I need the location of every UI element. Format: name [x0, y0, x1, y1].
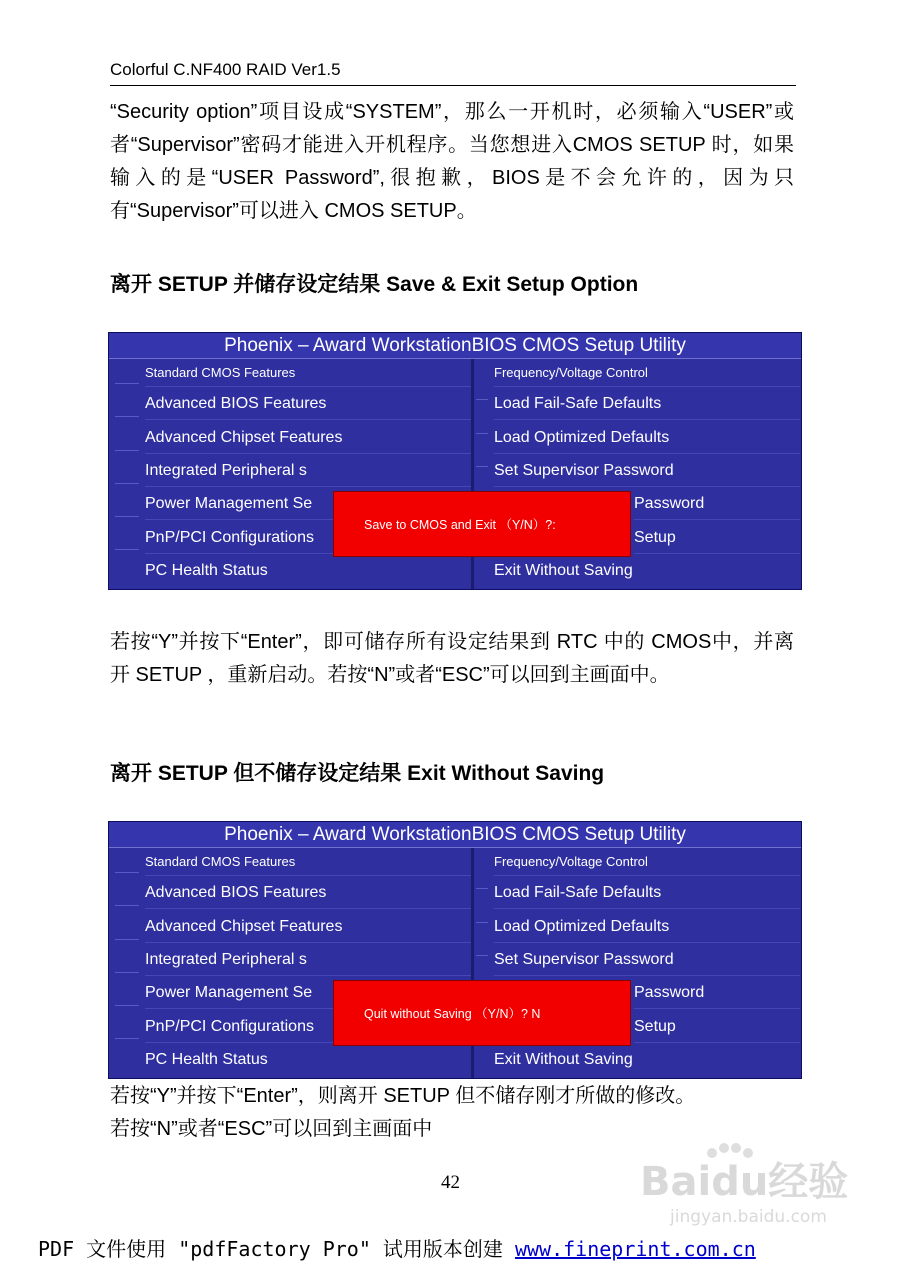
menu-item-frequency-voltage[interactable]: Frequency/Voltage Control — [494, 359, 800, 387]
page-number: 42 — [441, 1172, 460, 1193]
bios-title: Phoenix – Award WorkstationBIOS CMOS Setup Utility — [109, 333, 801, 359]
row-marker — [115, 1038, 139, 1039]
menu-item-load-optimized[interactable]: Load Optimized Defaults — [494, 421, 800, 454]
menu-item-advanced-bios[interactable]: Advanced BIOS Features — [145, 876, 471, 909]
watermark-logo: Baidu经验 — [640, 1159, 849, 1205]
document-header: Colorful C.NF400 RAID Ver1.5 — [110, 60, 341, 79]
menu-item-power-management[interactable]: Power Management Se — [145, 487, 471, 520]
bios-title: Phoenix – Award WorkstationBIOS CMOS Setup Utility — [109, 822, 801, 848]
watermark-url: jingyan.baidu.com — [670, 1207, 827, 1227]
menu-item-pnp-pci[interactable]: PnP/PCI Configurations — [145, 1010, 471, 1043]
bios-screen-save-exit — [108, 332, 802, 590]
menu-item-set-user-password[interactable]: Password — [634, 487, 800, 520]
menu-item-pc-health[interactable]: PC Health Status — [145, 1051, 268, 1068]
row-marker — [115, 972, 139, 973]
menu-item-advanced-chipset[interactable]: Advanced Chipset Features — [145, 910, 471, 943]
row-marker — [115, 939, 139, 940]
row-marker — [115, 383, 139, 384]
save-exit-paragraph: 若按“Y”并按下“Enter”，即可储存所有设定结果到 RTC 中的 CMOS中，并离开 SETUP ，重新启动。若按“N”或者“ESC”可以回到主画面中。 — [110, 631, 794, 686]
row-marker — [115, 516, 139, 517]
row-marker — [115, 416, 139, 417]
quit-without-saving-dialog[interactable]: Quit without Saving （Y/N）? N — [333, 980, 631, 1046]
save-exit-dialog[interactable]: Save to CMOS and Exit （Y/N）?: — [333, 491, 631, 557]
menu-item-standard-cmos[interactable]: Standard CMOS Features — [145, 848, 471, 876]
menu-item-pnp-pci[interactable]: PnP/PCI Configurations — [145, 521, 471, 554]
menu-item-set-user-password[interactable]: Password — [634, 976, 800, 1009]
row-marker — [476, 888, 488, 889]
row-marker — [476, 399, 488, 400]
row-marker — [476, 922, 488, 923]
row-marker — [115, 483, 139, 484]
footer-text: PDF 文件使用 "pdfFactory Pro" 试用版本创建 — [38, 1237, 515, 1261]
menu-item-set-supervisor-password[interactable]: Set Supervisor Password — [494, 454, 800, 487]
bios-screen-exit-without-saving — [108, 821, 802, 1079]
section-heading-exit-without-saving: 离开 SETUP 但不储存设定结果 Exit Without Saving — [110, 762, 605, 785]
menu-item-integrated-peripherals[interactable]: Integrated Peripheral s — [145, 454, 471, 487]
row-marker — [115, 905, 139, 906]
menu-item-frequency-voltage[interactable]: Frequency/Voltage Control — [494, 848, 800, 876]
menu-item-save-exit-setup[interactable]: Setup — [634, 521, 800, 554]
row-marker — [115, 872, 139, 873]
menu-item-exit-without-saving[interactable]: Exit Without Saving — [494, 562, 633, 579]
header-rule — [110, 85, 796, 86]
row-marker — [115, 1005, 139, 1006]
menu-item-advanced-chipset[interactable]: Advanced Chipset Features — [145, 421, 471, 454]
section-heading-save-exit: 离开 SETUP 并储存设定结果 Save & Exit Setup Option — [110, 273, 639, 296]
menu-item-load-optimized[interactable]: Load Optimized Defaults — [494, 910, 800, 943]
menu-item-integrated-peripherals[interactable]: Integrated Peripheral s — [145, 943, 471, 976]
menu-item-advanced-bios[interactable]: Advanced BIOS Features — [145, 387, 471, 420]
exit-without-saving-paragraph-line-1: 若按“Y”并按下“Enter”，则离开 SETUP 但不储存刚才所做的修改。 — [110, 1085, 696, 1107]
pdf-footer — [38, 1233, 756, 1262]
row-marker — [115, 549, 139, 550]
menu-item-save-exit-setup[interactable]: Setup — [634, 1010, 800, 1043]
menu-item-exit-without-saving[interactable]: Exit Without Saving — [494, 1051, 633, 1068]
footer-link[interactable]: www.fineprint.com.cn — [514, 1237, 756, 1261]
menu-item-standard-cmos[interactable]: Standard CMOS Features — [145, 359, 471, 387]
intro-paragraph: “Security option”项目设成“SYSTEM”，那么一开机时，必须输入“USER”或者“Supervisor”密码才能进入开机程序。当您想进入CMOS SETUP 时，如果输入的是“USER Password”,很抱歉，BIOS是不会允许的，因为只有“Supervisor”可以进入 CMOS SETUP。 — [110, 101, 794, 222]
exit-without-saving-paragraph-line-2: 若按“N”或者“ESC”可以回到主画面中 — [110, 1118, 433, 1140]
menu-item-load-failsafe[interactable]: Load Fail-Safe Defaults — [494, 876, 800, 909]
row-marker — [476, 466, 488, 467]
menu-item-power-management[interactable]: Power Management Se — [145, 976, 471, 1009]
menu-item-pc-health[interactable]: PC Health Status — [145, 562, 268, 579]
menu-item-set-supervisor-password[interactable]: Set Supervisor Password — [494, 943, 800, 976]
menu-item-load-failsafe[interactable]: Load Fail-Safe Defaults — [494, 387, 800, 420]
row-marker — [115, 450, 139, 451]
row-marker — [476, 955, 488, 956]
row-marker — [476, 433, 488, 434]
